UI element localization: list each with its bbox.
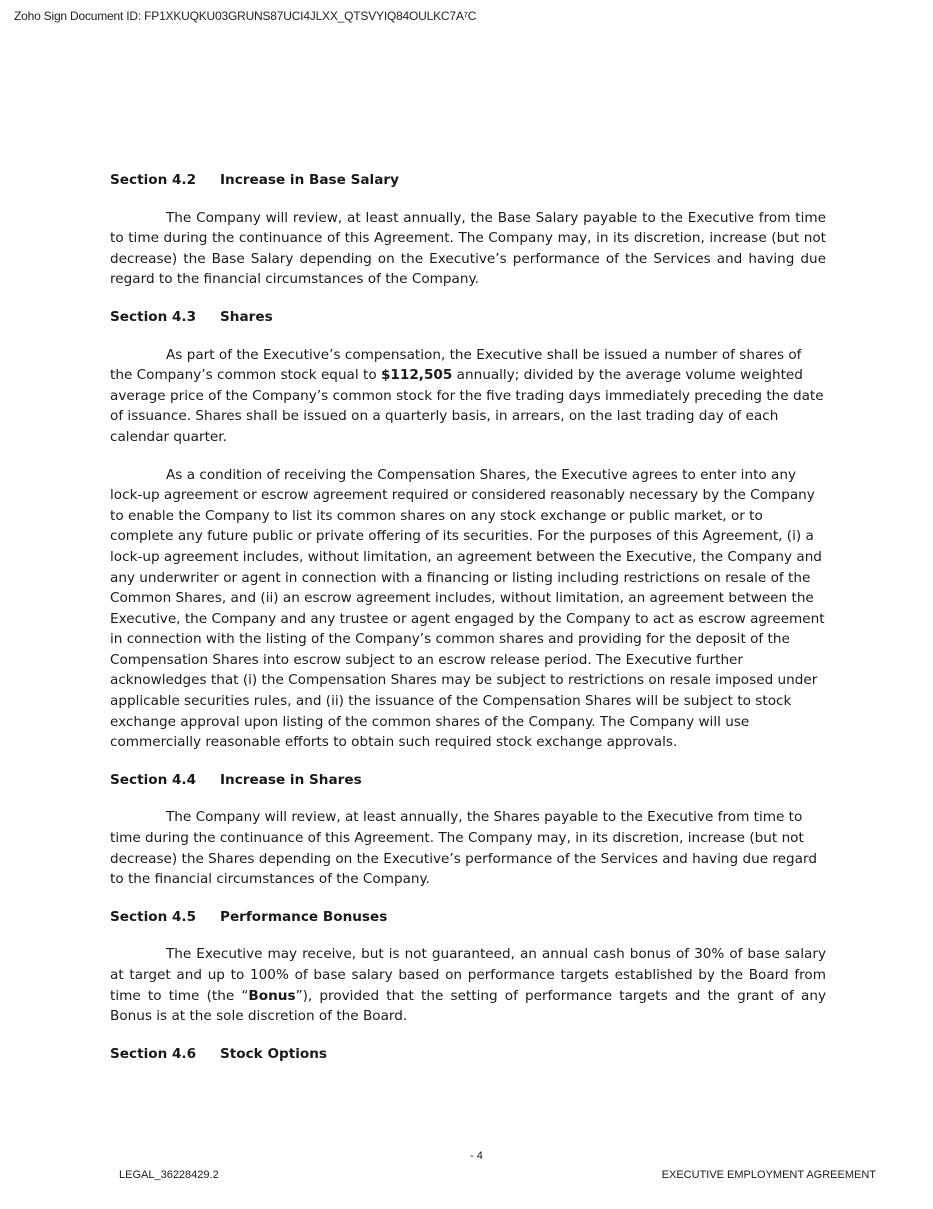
section-heading: [110, 1044, 826, 1065]
paragraph-text: The Executive may receive, but is not guaranteed, an annual cash bonus of 30% of base salary at target and up to 100% of base salary based on performance targets established by the Board from time to time (the “: [110, 946, 826, 1004]
footer-document-title: EXECUTIVE EMPLOYMENT AGREEMENT: [661, 1169, 876, 1181]
section-heading: [110, 907, 826, 928]
paragraph: The Company will review, at least annually, the Shares payable to the Executive from time to time during the continuance of this Agreement. The Company may, in its discretion, increase (but not decrease) the Shares depending on the Executive’s performance of the Services and having due regard to the financial circumstances of the Company.: [110, 809, 817, 888]
paragraph: [110, 345, 826, 448]
document-body: [110, 170, 826, 1081]
page-number: - 4: [470, 1150, 483, 1162]
section-number: Section 4.5: [110, 908, 197, 925]
section-number: Section 4.3: [110, 308, 197, 325]
section-title: Shares: [220, 308, 273, 325]
section-title: Increase in Shares: [220, 771, 362, 788]
section-heading: [110, 307, 826, 328]
paragraph: The Company will review, at least annually, the Base Salary payable to the Executive from time to time during the continuance of this Agreement. The Company may, in its discretion, increase (but not decrease) the Base Salary depending on the Executive’s performance of the Services and having due regard to the financial circumstances of the Company.: [110, 209, 826, 288]
section-title: Increase in Base Salary: [220, 172, 399, 188]
section-heading: [110, 170, 826, 191]
document-id: Zoho Sign Document ID: FP1XKUQKU03GRUNS87UCI4JLXX_QTSVYIQ84OULKC7A⁷C: [14, 9, 477, 23]
paragraph-text: As part of the Executive’s compensation, the Executive shall be issued a number of shares of the Company’s common stock equal to: [110, 346, 802, 384]
section-number: Section 4.4: [110, 771, 197, 788]
defined-term-bold: Bonus: [248, 987, 296, 1004]
section-title: Performance Bonuses: [220, 908, 388, 925]
paragraph-text: annually; divided by the average volume weighted average price of the Company’s common stock for the five trading days immediately preceding the date of issuance. Shares shall be issued on a quarterly basis, in arrears, on the last trading day of each calendar quarter.: [110, 367, 824, 445]
section-number: Section 4.2: [110, 172, 197, 188]
footer-legal-id: LEGAL_36228429.2: [119, 1169, 219, 1181]
paragraph: As a condition of receiving the Compensation Shares, the Executive agrees to enter into any lock-up agreement or escrow agreement required or considered reasonably necessary by the Company to enable the Company to list its common shares on any stock exchange or public market, or to complete any future public or private offering of its securities. For the purposes of this Agreement, (i) a lock-up agreement includes, without limitation, an agreement between the Executive, the Company and any underwriter or agent in connection with a financing or listing including restrictions on resale of the Common Shares, and (ii) an escrow agreement includes, without limitation, an agreement between the Executive, the Company and any trustee or agent engaged by the Company to act as escrow agreement in connection with the listing of the Company’s common shares and providing for the deposit of the Compensation Shares into escrow subject to an escrow release period. The Executive further acknowledges that (i) the Compensation Shares may be subject to restrictions on resale imposed under applicable securities rules, and (ii) the issuance of the Compensation Shares will be subject to stock exchange approval upon listing of the common shares of the Company. The Company will use commercially reasonable efforts to obtain such required stock exchange approvals.: [110, 466, 825, 751]
section-title: Stock Options: [220, 1045, 328, 1062]
paragraph-text: ”), provided that the setting of performance targets and the grant of any Bonus is at the sole discretion of the Board.: [110, 987, 826, 1025]
section-heading: [110, 770, 826, 791]
paragraph: [110, 944, 826, 1026]
amount-bold: $112,505: [380, 367, 453, 384]
section-number: Section 4.6: [110, 1045, 197, 1062]
